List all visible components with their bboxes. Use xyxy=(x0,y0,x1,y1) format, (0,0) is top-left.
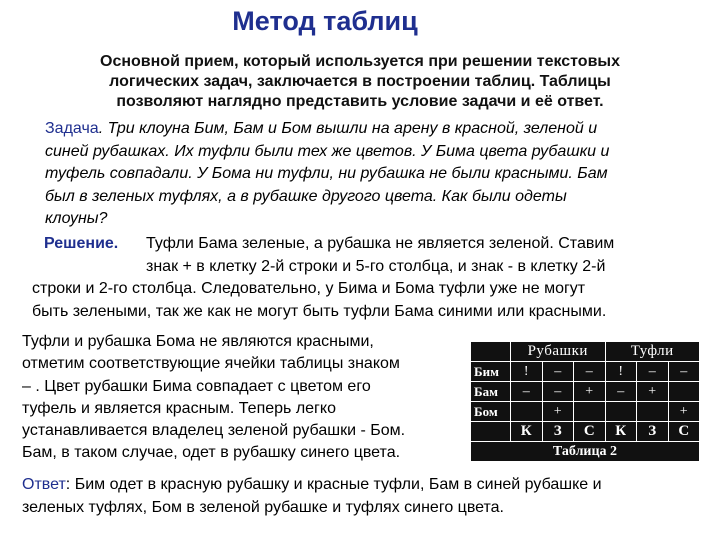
solution-line: знак + в клетку 2-й строки и 5-го столбца, и знак - в клетку 2-й xyxy=(146,257,606,275)
explanation-paragraph xyxy=(22,331,462,465)
task-line: туфель совпадали. У Бома ни туфли, ни рубашка не были красными. Бам xyxy=(45,165,608,182)
logic-table xyxy=(470,341,700,462)
table-row-letters xyxy=(471,422,700,442)
table-corner-cell xyxy=(471,342,511,362)
answer-paragraph xyxy=(22,474,702,519)
table-row xyxy=(471,362,700,382)
table-cell: + xyxy=(668,402,700,422)
table-cell: ! xyxy=(605,362,637,382)
task-label: Задача xyxy=(45,120,99,137)
table-cell xyxy=(668,382,700,402)
table-row xyxy=(471,402,700,422)
table-cell: – xyxy=(668,362,700,382)
explanation-line: устанавливается владелец зеленой рубашки - Бом. xyxy=(22,422,406,440)
table-cell xyxy=(605,402,637,422)
table-cell: – xyxy=(574,362,606,382)
solution-line: быть зелеными, так же как не могут быть туфли Бама синими или красными. xyxy=(32,302,607,320)
table-cell: – xyxy=(542,382,574,402)
table-cell xyxy=(471,422,511,442)
intro-paragraph xyxy=(40,52,680,112)
table-cell: – xyxy=(542,362,574,382)
table-cell: – xyxy=(511,382,543,402)
row-name: Бам xyxy=(471,382,511,402)
task-line: . Три клоуна Бим, Бам и Бом вышли на арену в красной, зеленой и xyxy=(98,120,598,137)
table-caption: Таблица 2 xyxy=(471,442,700,462)
row-name: Бим xyxy=(471,362,511,382)
explanation-line: – . Цвет рубашки Бима совпадает с цветом его xyxy=(22,377,371,395)
table-cell xyxy=(637,402,669,422)
intro-line: позволяют наглядно представить условие задачи и её ответ. xyxy=(116,93,604,110)
column-letter: З xyxy=(542,422,574,442)
table-cell: – xyxy=(637,362,669,382)
table-cell: – xyxy=(605,382,637,402)
table-cell: + xyxy=(542,402,574,422)
table-cell xyxy=(574,402,606,422)
column-letter: К xyxy=(511,422,543,442)
solution-line: строки и 2-го столбца. Следовательно, у Бима и Бома туфли уже не могут xyxy=(32,280,586,297)
page-title: Метод таблиц xyxy=(232,6,418,36)
solution-paragraph xyxy=(32,233,692,323)
table-cell: ! xyxy=(511,362,543,382)
table-cell: + xyxy=(637,382,669,402)
solution-line: Туфли Бама зеленые, а рубашка не является зеленой. Ставим xyxy=(146,235,615,252)
explanation-line: Туфли и рубашка Бома не являются красными, xyxy=(22,333,374,350)
solution-label: Решение. xyxy=(44,235,119,252)
explanation-line: Бам, в таком случае, одет в рубашку синего цвета. xyxy=(22,444,401,462)
column-letter: С xyxy=(668,422,700,442)
explanation-line: отметим соответствующие ячейки таблицы знаком xyxy=(22,355,400,373)
header-shirts: Рубашки xyxy=(511,342,606,362)
task-paragraph xyxy=(45,118,695,231)
answer-label: Ответ xyxy=(22,476,66,493)
intro-line: Основной прием, который используется при решении текстовых xyxy=(100,53,620,70)
task-line: клоуны? xyxy=(45,210,108,227)
table-cell xyxy=(511,402,543,422)
column-letter: С xyxy=(574,422,606,442)
column-letter: К xyxy=(605,422,637,442)
task-line: синей рубашках. Их туфли были тех же цветов. У Бима цвета рубашки и xyxy=(45,142,610,160)
explanation-line: туфель и является красным. Теперь легко xyxy=(22,399,336,417)
table-row xyxy=(471,382,700,402)
answer-line: : Бим одет в красную рубашку и красные туфли, Бам в синей рубашке и xyxy=(65,476,602,493)
header-shoes: Туфли xyxy=(605,342,700,362)
column-letter: З xyxy=(637,422,669,442)
answer-line: зеленых туфлях, Бом в зеленой рубашке и туфлях синего цвета. xyxy=(22,498,504,516)
intro-line: логических задач, заключается в построении таблиц. Таблицы xyxy=(109,73,611,90)
task-line: был в зеленых туфлях, а в рубашке другого цвета. Как были одеты xyxy=(45,187,567,205)
row-name: Бом xyxy=(471,402,511,422)
table-cell: + xyxy=(574,382,606,402)
